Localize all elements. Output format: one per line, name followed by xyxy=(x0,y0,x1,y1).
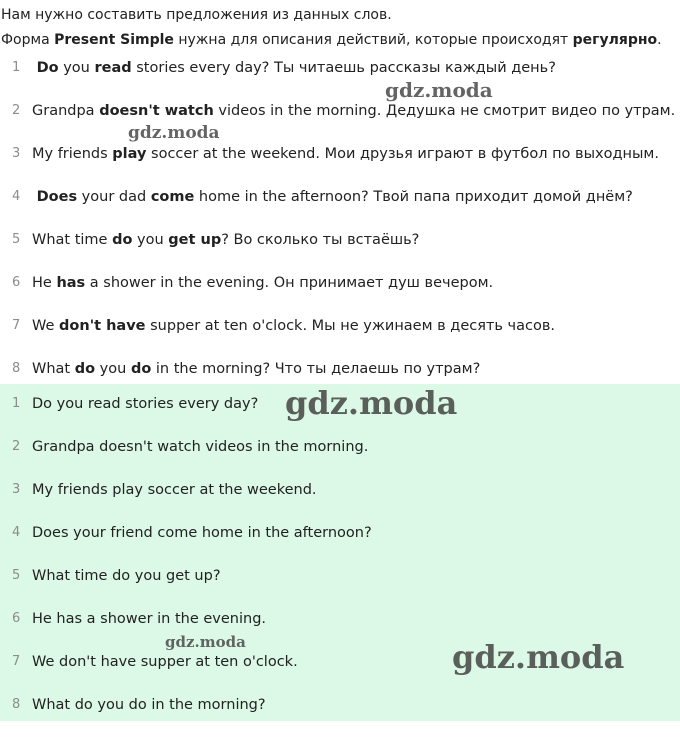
watermark-logo: gdz.moda xyxy=(452,638,625,676)
text-run: a shower in the evening. Он принимает душ вечером. xyxy=(85,275,494,291)
item-number: 3 xyxy=(12,482,21,497)
answer-item xyxy=(0,565,680,587)
intro-emphasis: Present Simple xyxy=(54,32,174,48)
text-run: What xyxy=(32,361,75,377)
question-item xyxy=(0,315,680,337)
answer-text: Does your friend come home in the afternoon? xyxy=(32,525,372,541)
text-run: He xyxy=(32,275,57,291)
question-item xyxy=(0,100,680,122)
verb-emphasis: do xyxy=(112,232,133,248)
question-text xyxy=(32,57,556,79)
verb-emphasis: come xyxy=(150,189,195,205)
text-run: in the morning? Что ты делаешь по утрам? xyxy=(151,361,481,377)
text-run: home in the afternoon? Твой папа приходит домой днём? xyxy=(194,189,633,205)
verb-emphasis: Do xyxy=(36,60,59,76)
text-run: you xyxy=(95,361,131,377)
answer-item xyxy=(0,522,680,544)
item-number: 7 xyxy=(12,654,21,669)
item-number: 2 xyxy=(12,439,21,454)
intro-text: Форма xyxy=(1,32,55,48)
item-number: 8 xyxy=(12,361,21,376)
verb-emphasis: has xyxy=(56,275,86,291)
text-run: videos in the morning. Дедушка не смотрит видео по утрам. xyxy=(213,103,676,119)
text-run: What time xyxy=(32,232,113,248)
item-number: 6 xyxy=(12,275,21,290)
answer-item xyxy=(0,694,680,716)
answer-text: We don't have supper at ten o'clock. xyxy=(32,654,298,670)
question-item xyxy=(0,143,680,165)
question-text xyxy=(32,315,555,337)
item-number: 6 xyxy=(12,611,21,626)
intro-line-2 xyxy=(1,31,662,49)
verb-emphasis: doesn't watch xyxy=(99,103,214,119)
question-text xyxy=(32,272,493,294)
item-number: 2 xyxy=(12,103,21,118)
question-text xyxy=(32,143,659,165)
question-item xyxy=(0,358,680,380)
item-number: 4 xyxy=(12,525,21,540)
item-number: 1 xyxy=(12,396,21,411)
question-text xyxy=(32,186,633,208)
item-number: 3 xyxy=(12,146,21,161)
answer-text: Do you read stories every day? xyxy=(32,396,259,412)
verb-emphasis: Does xyxy=(36,189,78,205)
text-run: your dad xyxy=(77,189,151,205)
text-run: stories every day? Ты читаешь рассказы каждый день? xyxy=(131,60,556,76)
item-number: 1 xyxy=(12,60,21,75)
text-run: you xyxy=(132,232,169,248)
question-item xyxy=(0,272,680,294)
watermark-logo: gdz.moda xyxy=(165,633,246,651)
watermark-logo: gdz.moda xyxy=(285,384,458,422)
question-text xyxy=(32,100,675,122)
question-item xyxy=(0,229,680,251)
answer-item xyxy=(0,436,680,458)
answer-text: What time do you get up? xyxy=(32,568,221,584)
question-item xyxy=(0,186,680,208)
question-text xyxy=(32,229,419,251)
verb-emphasis: don't have xyxy=(59,318,146,334)
question-item xyxy=(0,57,680,79)
item-number: 8 xyxy=(12,697,21,712)
intro-text: нужна для описания действий, которые происходят xyxy=(173,32,573,48)
question-text xyxy=(32,358,480,380)
answer-item xyxy=(0,608,680,630)
intro-emphasis: регулярно xyxy=(572,32,658,48)
answer-text: My friends play soccer at the weekend. xyxy=(32,482,317,498)
text-run: you xyxy=(58,60,95,76)
watermark-logo: gdz.moda xyxy=(385,78,493,102)
text-run: supper at ten o'clock. Мы не ужинаем в десять часов. xyxy=(145,318,555,334)
item-number: 5 xyxy=(12,232,21,247)
verb-emphasis: do xyxy=(74,361,96,377)
verb-emphasis: do xyxy=(130,361,152,377)
text-run: ? Во сколько ты встаёшь? xyxy=(221,232,420,248)
watermark-logo: gdz.moda xyxy=(128,123,220,143)
item-number: 4 xyxy=(12,189,21,204)
answer-item xyxy=(0,479,680,501)
verb-emphasis: read xyxy=(94,60,132,76)
text-run: soccer at the weekend. Мои друзья играют в футбол по выходным. xyxy=(146,146,659,162)
verb-emphasis: get up xyxy=(168,232,222,248)
answer-text: What do you do in the morning? xyxy=(32,697,266,713)
verb-emphasis: play xyxy=(112,146,147,162)
text-run: Grandpa xyxy=(32,103,100,119)
item-number: 5 xyxy=(12,568,21,583)
intro-line-1: Нам нужно составить предложения из данных слов. xyxy=(1,7,392,23)
text-run: My friends xyxy=(32,146,113,162)
answer-text: He has a shower in the evening. xyxy=(32,611,267,627)
answer-text: Grandpa doesn't watch videos in the morning. xyxy=(32,439,369,455)
intro-text: . xyxy=(657,32,662,48)
text-run: We xyxy=(32,318,60,334)
item-number: 7 xyxy=(12,318,21,333)
